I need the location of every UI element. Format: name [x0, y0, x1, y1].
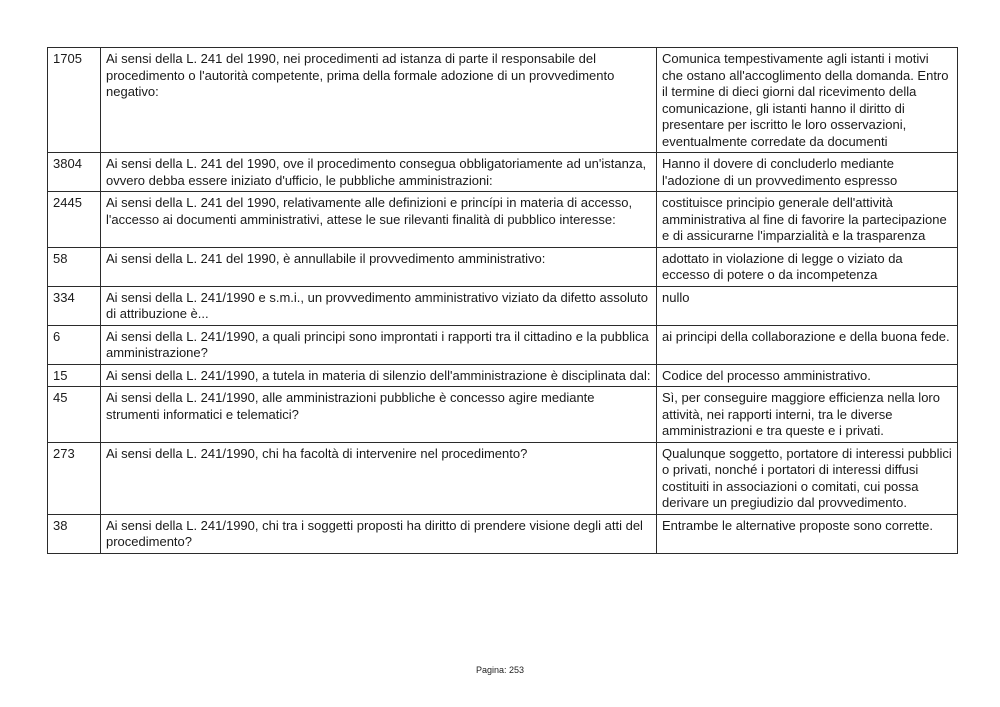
- question-id: 273: [48, 442, 101, 514]
- question-id: 2445: [48, 192, 101, 248]
- answer-text: Hanno il dovere di concluderlo mediante l'adozione di un provvedimento espresso: [657, 153, 958, 192]
- question-id: 45: [48, 387, 101, 443]
- table-row: [48, 48, 958, 153]
- answer-text: Codice del processo amministrativo.: [657, 364, 958, 387]
- table-row: [48, 325, 958, 364]
- questions-table: [47, 47, 958, 554]
- question-id: 334: [48, 286, 101, 325]
- question-id: 1705: [48, 48, 101, 153]
- page-footer: [0, 665, 1000, 675]
- answer-text: ai principi della collaborazione e della buona fede.: [657, 325, 958, 364]
- question-text: Ai sensi della L. 241/1990, chi ha facoltà di intervenire nel procedimento?: [101, 442, 657, 514]
- page-number: Pagina: 253: [475, 665, 525, 675]
- table-row: [48, 192, 958, 248]
- question-id: 6: [48, 325, 101, 364]
- table-row: [48, 286, 958, 325]
- answer-text: adottato in violazione di legge o viziato da eccesso di potere o da incompetenza: [657, 247, 958, 286]
- question-id: 15: [48, 364, 101, 387]
- answer-text: Entrambe le alternative proposte sono corrette.: [657, 514, 958, 553]
- question-text: Ai sensi della L. 241/1990 e s.m.i., un provvedimento amministrativo viziato da difetto assoluto di attribuzione è...: [101, 286, 657, 325]
- answer-text: Sì, per conseguire maggiore efficienza nella loro attività, nei rapporti interni, tra le diverse amministrazioni e tra queste e i privati.: [657, 387, 958, 443]
- question-text: Ai sensi della L. 241 del 1990, relativamente alle definizioni e princípi in materia di accesso, l'accesso ai documenti amministrativi, attese le sue rilevanti finalità di pubblico interesse:: [101, 192, 657, 248]
- question-text: Ai sensi della L. 241 del 1990, ove il procedimento consegua obbligatoriamente ad un'istanza, ovvero debba essere iniziato d'ufficio, le pubbliche amministrazioni:: [101, 153, 657, 192]
- answer-text: Comunica tempestivamente agli istanti i motivi che ostano all'accoglimento della domanda. Entro il termine di dieci giorni dal ricevimento della comunicazione, gli istanti hanno il diritto di presentare per iscritto le loro osservazioni, eventualmente corredate da documenti: [657, 48, 958, 153]
- question-text: Ai sensi della L. 241/1990, a tutela in materia di silenzio dell'amministrazione è disciplinata dal:: [101, 364, 657, 387]
- table-row: [48, 514, 958, 553]
- question-text: Ai sensi della L. 241/1990, a quali principi sono improntati i rapporti tra il cittadino e la pubblica amministrazione?: [101, 325, 657, 364]
- question-text: Ai sensi della L. 241 del 1990, è annullabile il provvedimento amministrativo:: [101, 247, 657, 286]
- question-text: Ai sensi della L. 241/1990, chi tra i soggetti proposti ha diritto di prendere visione degli atti del procedimento?: [101, 514, 657, 553]
- answer-text: costituisce principio generale dell'attività amministrativa al fine di favorire la partecipazione e di assicurarne l'imparzialità e la trasparenza: [657, 192, 958, 248]
- table-row: [48, 387, 958, 443]
- question-id: 58: [48, 247, 101, 286]
- table-row: [48, 153, 958, 192]
- question-id: 38: [48, 514, 101, 553]
- answer-text: nullo: [657, 286, 958, 325]
- table-row: [48, 442, 958, 514]
- table-row: [48, 247, 958, 286]
- question-text: Ai sensi della L. 241/1990, alle amministrazioni pubbliche è concesso agire mediante strumenti informatici e telematici?: [101, 387, 657, 443]
- question-id: 3804: [48, 153, 101, 192]
- table-row: [48, 364, 958, 387]
- question-text: Ai sensi della L. 241 del 1990, nei procedimenti ad istanza di parte il responsabile del procedimento o l'autorità competente, prima della formale adozione di un provvedimento negativo:: [101, 48, 657, 153]
- questions-table-body: [48, 48, 958, 554]
- answer-text: Qualunque soggetto, portatore di interessi pubblici o privati, nonché i portatori di interessi diffusi costituiti in associazioni o comitati, cui possa derivare un pregiudizio dal provvedimento.: [657, 442, 958, 514]
